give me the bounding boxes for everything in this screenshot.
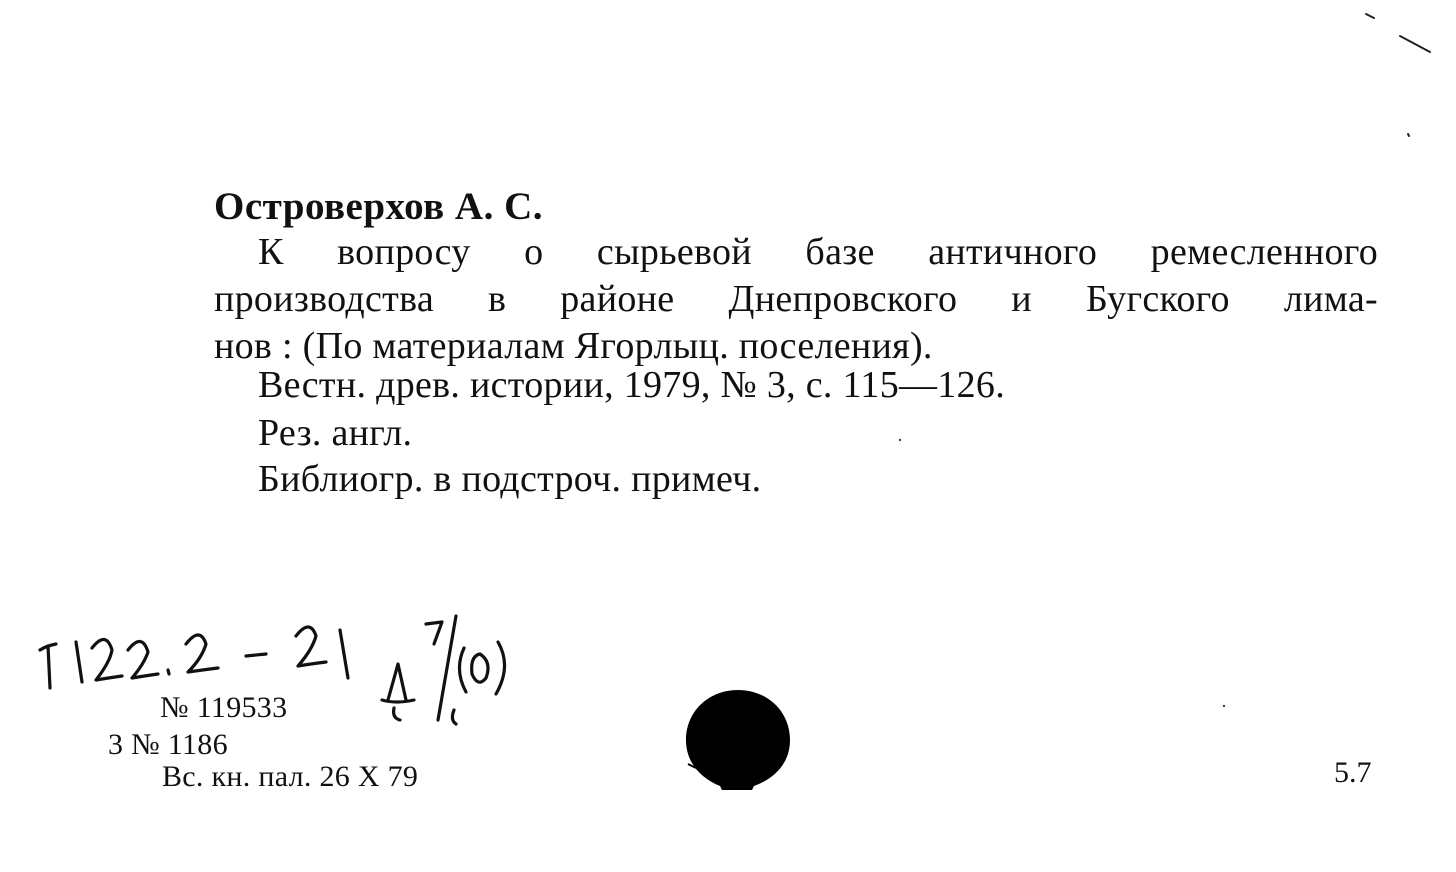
source-citation: Вестн. древ. истории, 1979, № 3, с. 115—126. xyxy=(258,364,1006,406)
punch-hole xyxy=(682,686,794,792)
author-heading: Островерхов А. С. xyxy=(214,185,543,228)
inventory-number: 3 № 1186 xyxy=(108,728,228,761)
corner-code: 5.7 xyxy=(1334,756,1372,789)
title-line: производства в районе Днепровского и Бугского лима- xyxy=(214,278,1378,320)
summary-note: Рез. англ. xyxy=(258,412,413,454)
print-info: Вс. кн. пал. 26 X 79 xyxy=(162,760,419,793)
scan-mark xyxy=(1360,8,1456,148)
title-block xyxy=(214,229,1378,370)
bibliography-note: Библиогр. в подстроч. примеч. xyxy=(258,458,762,500)
title-line: нов : (По материалам Ягорлыц. поселения). xyxy=(214,325,933,367)
handwritten-shelfmark xyxy=(34,600,554,730)
title-line: К вопросу о сырьевой базе античного ремесленного xyxy=(258,231,1378,273)
accession-number: № 119533 xyxy=(160,691,288,724)
